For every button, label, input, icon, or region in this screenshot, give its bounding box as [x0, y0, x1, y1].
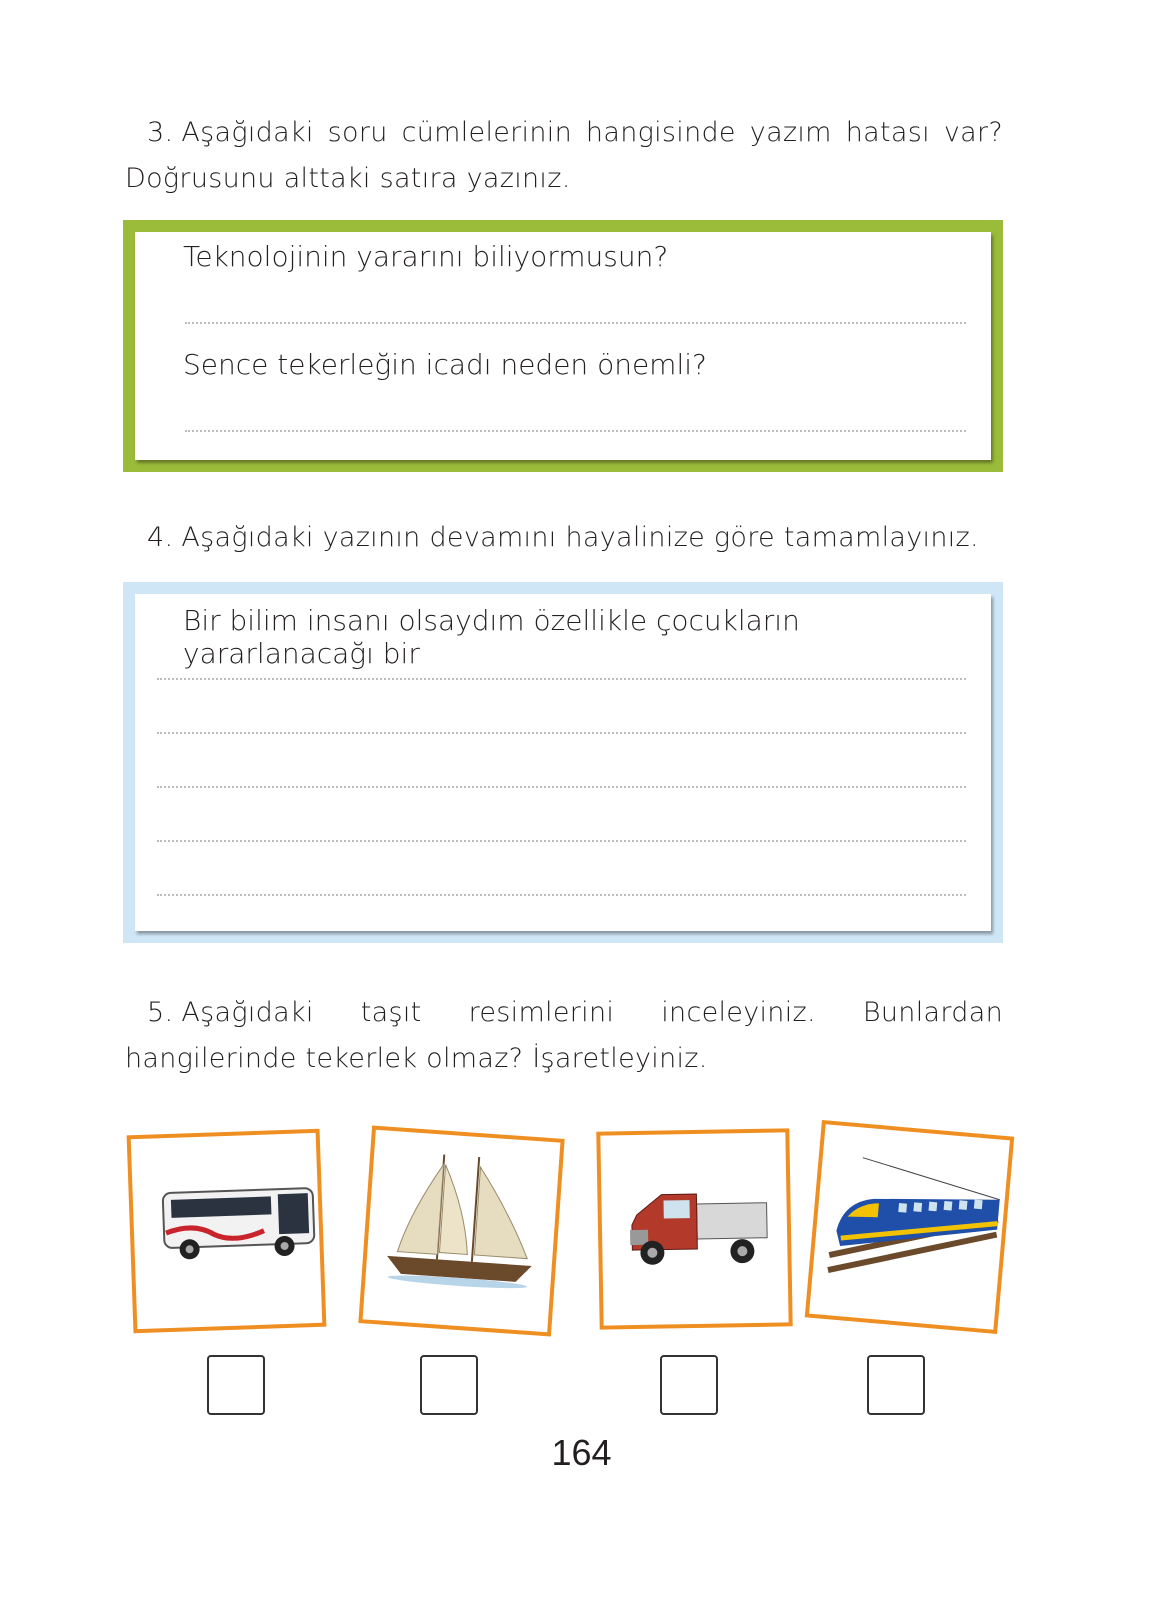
sentence-2: Sence tekerleğin icadı neden önemli? [183, 348, 707, 381]
prompt-text: Bir bilim insanı olsaydım özellikle çocukların yararlanacağı bir [183, 604, 800, 670]
answer-line[interactable] [157, 840, 966, 842]
checkbox-bus[interactable] [207, 1355, 265, 1415]
checkbox-ship[interactable] [420, 1355, 478, 1415]
checkbox-train[interactable] [867, 1355, 925, 1415]
question-number: 5. [147, 990, 173, 1036]
checkbox-truck[interactable] [660, 1355, 718, 1415]
question-text: Aşağıdaki taşıt resimlerini inceleyiniz. Bunlardan hangilerinde tekerlek olmaz? İşaretleyiniz. [125, 997, 1003, 1074]
vehicle-card-ship [358, 1126, 564, 1337]
sailing-ship-icon [363, 1130, 561, 1332]
vehicle-card-bus [127, 1129, 327, 1334]
question-4 [125, 515, 1003, 561]
question-number: 3. [147, 110, 173, 156]
question-text: Aşağıdaki soru cümlelerinin hangisinde yazım hatası var? Doğrusunu alttaki satıra yazınız. [125, 117, 1003, 194]
bus-icon [131, 1133, 323, 1329]
answer-line[interactable] [185, 430, 966, 432]
answer-box-q4 [123, 582, 1003, 943]
vehicle-card-truck [596, 1128, 792, 1329]
truck-icon [600, 1132, 788, 1325]
answer-line[interactable] [157, 894, 966, 896]
train-icon [809, 1124, 1010, 1329]
question-3 [125, 110, 1003, 202]
sentence-1: Teknolojinin yararını biliyormusun? [183, 240, 669, 273]
question-text: Aşağıdaki yazının devamını hayalinize göre tamamlayınız. [181, 522, 979, 553]
question-number: 4. [147, 515, 173, 561]
answer-line[interactable] [185, 322, 966, 324]
vehicle-card-train [805, 1120, 1015, 1334]
page-number: 164 [551, 1432, 612, 1473]
answer-line[interactable] [157, 786, 966, 788]
answer-line[interactable] [157, 678, 966, 680]
answer-line[interactable] [157, 732, 966, 734]
answer-box-q3 [123, 220, 1003, 472]
question-5 [125, 990, 1003, 1082]
